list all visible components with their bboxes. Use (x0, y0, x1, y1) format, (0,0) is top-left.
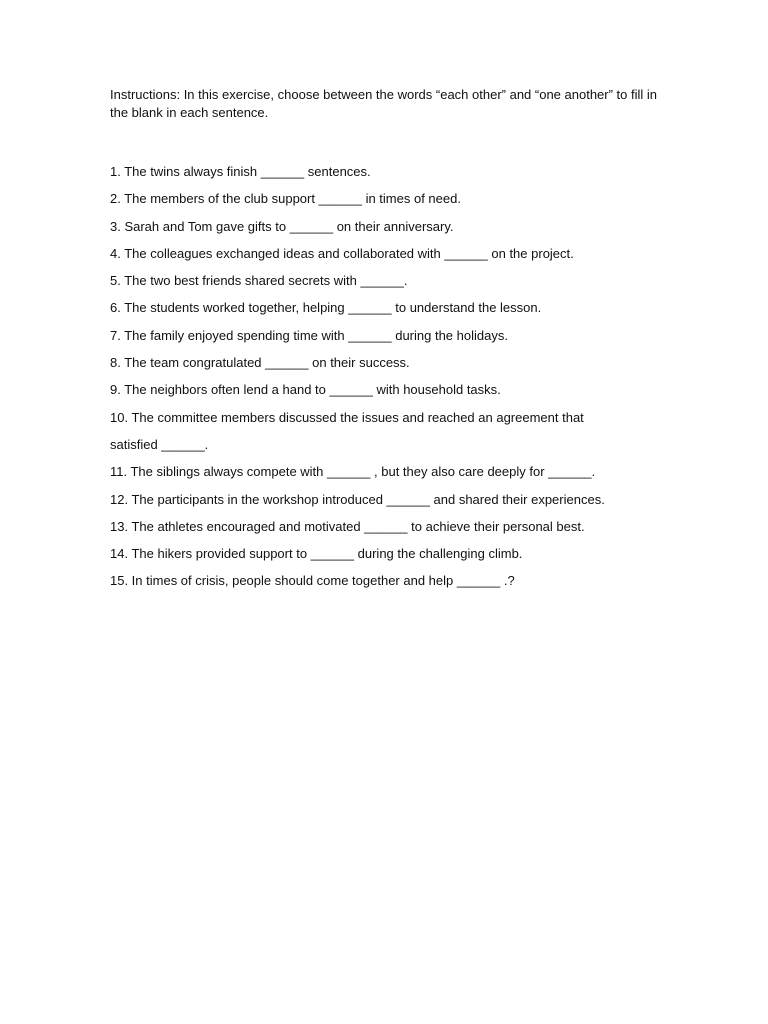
question-list (110, 158, 670, 595)
question-line-6: 6. The students worked together, helping ______ to understand the lesson. (110, 300, 542, 316)
question-line-10-continuation: satisfied ______. (110, 436, 209, 452)
question-line-11: 11. The siblings always compete with ______ , but they also care deeply for ______. (110, 464, 596, 480)
question-line-8: 8. The team congratulated ______ on their success. (110, 355, 410, 371)
question-line-5: 5. The two best friends shared secrets with ______. (110, 273, 408, 289)
question-line-14: 14. The hikers provided support to ______ during the challenging climb. (110, 546, 523, 562)
question-line-4: 4. The colleagues exchanged ideas and collaborated with ______ on the project. (110, 245, 574, 261)
question-line-15: 15. In times of crisis, people should come together and help ______ .? (110, 573, 515, 589)
question-line-9: 9. The neighbors often lend a hand to ______ with household tasks. (110, 382, 501, 398)
question-line-12: 12. The participants in the workshop introduced ______ and shared their experiences. (110, 491, 605, 507)
question-line-13: 13. The athletes encouraged and motivated ______ to achieve their personal best. (110, 518, 585, 534)
question-line-10: 10. The committee members discussed the issues and reached an agreement that (110, 409, 584, 425)
question-line-3: 3. Sarah and Tom gave gifts to ______ on their anniversary. (110, 218, 454, 234)
question-line-2: 2. The members of the club support ______ in times of need. (110, 191, 461, 207)
question-line-7: 7. The family enjoyed spending time with ______ during the holidays. (110, 327, 508, 343)
question-line-1: 1. The twins always finish ______ sentences. (110, 164, 371, 179)
instructions-text: Instructions: In this exercise, choose between the words “each other” and “one another” to fill in the blank in each sentence. (110, 87, 658, 120)
